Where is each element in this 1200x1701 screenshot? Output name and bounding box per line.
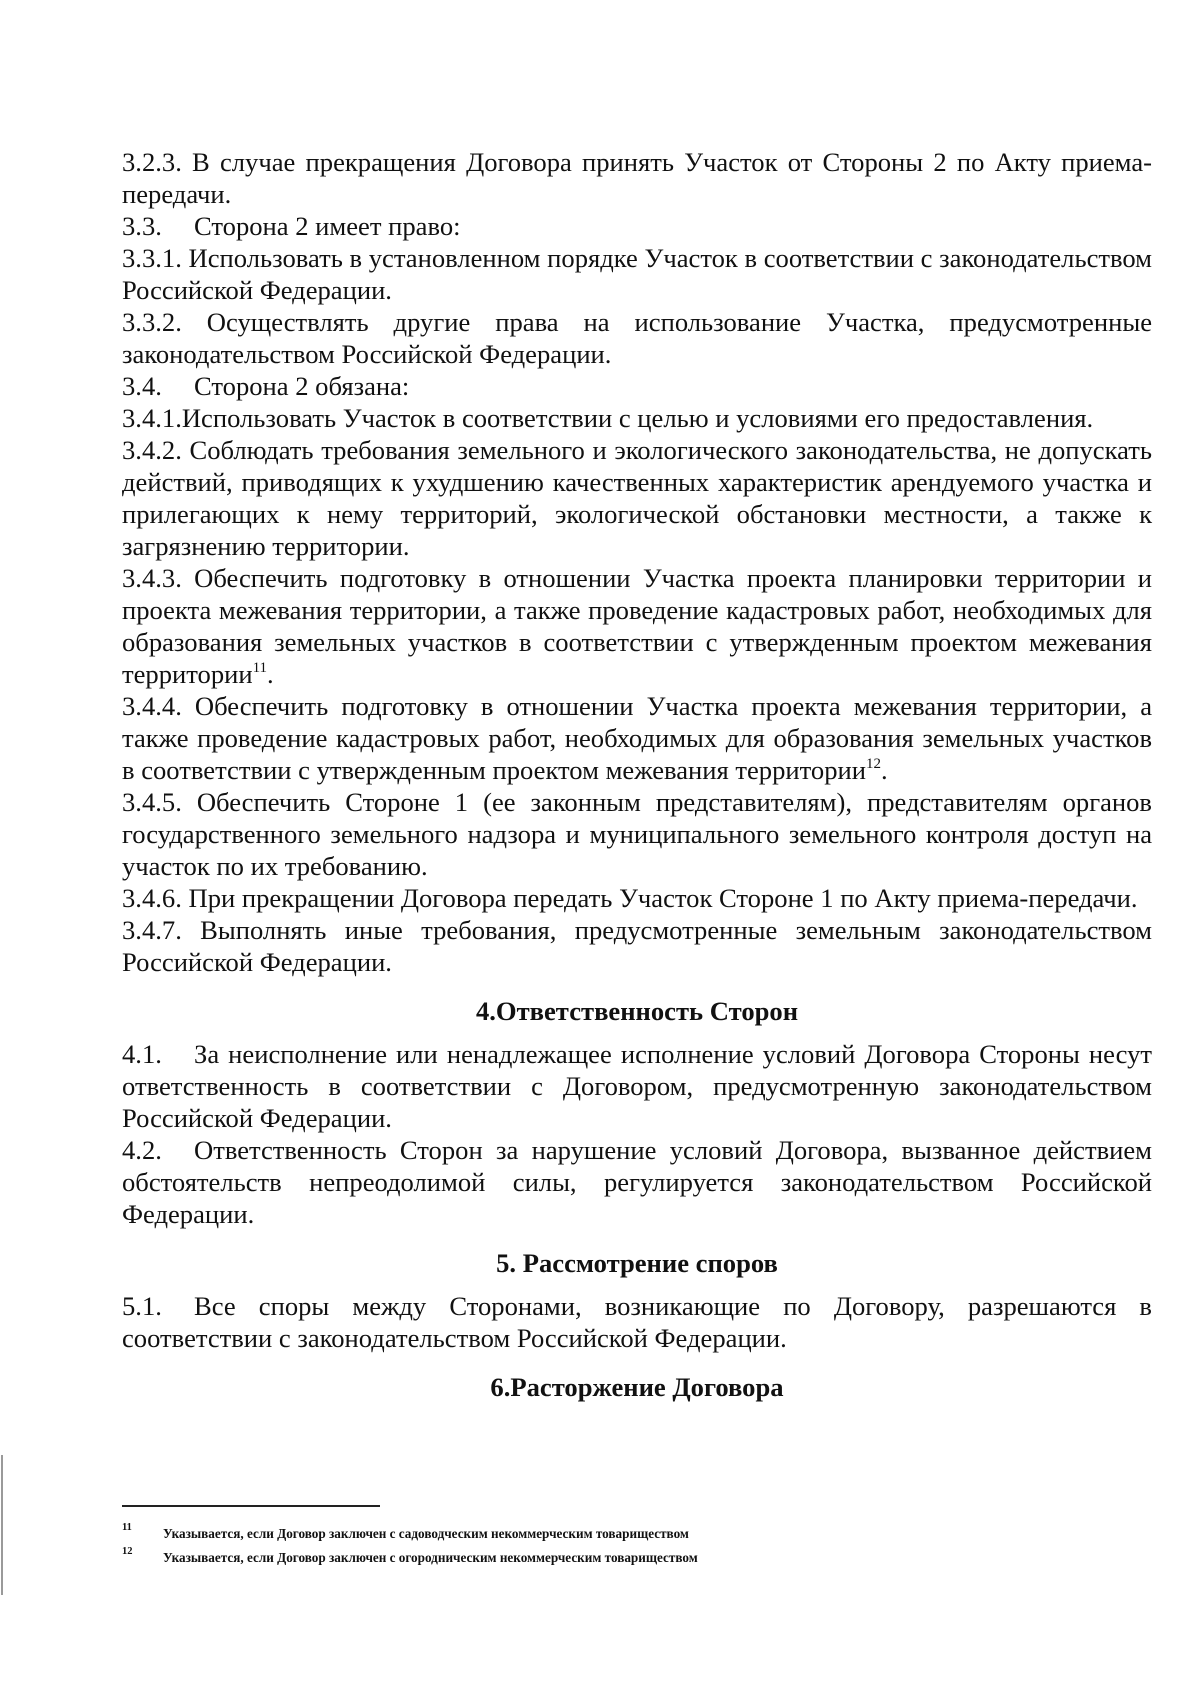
spacer — [122, 978, 1152, 995]
clause-3-3-1: 3.3.1. Использовать в установленном порядке Участок в соответствии с законодательством Российской Федерации. — [122, 243, 1152, 305]
footnote-12 — [122, 1546, 1022, 1570]
clause-text: Ответственность Сторон за нарушение условий Договора, вызванное действием обстоятельств непреодолимой силы, регулируется законодательством Российской Федерации. — [122, 1135, 1152, 1229]
clause-text: За неисполнение или ненадлежащее исполнение условий Договора Стороны несут ответственность в соответствии с Договором, предусмотренную законодательством Российской Федерации. — [122, 1039, 1152, 1133]
clause-3-2-3: 3.2.3. В случае прекращения Договора принять Участок от Стороны 2 по Акту приема-передачи. — [122, 147, 1152, 209]
section-heading-4: 4.Ответственность Сторон — [475, 996, 799, 1026]
clause-4-2 — [122, 1134, 1152, 1230]
footnote-text: Указывается, если Договор заключен с садоводческим некоммерческим товариществом — [163, 1526, 689, 1541]
footnote-ref-11[interactable]: 11 — [252, 660, 268, 676]
footnote-number: 12 — [122, 1546, 133, 1557]
clause-3-4-4 — [122, 690, 1152, 786]
scan-edge-line — [1, 1455, 3, 1595]
clause-text: Сторона 2 обязана: — [194, 371, 410, 401]
spacer — [122, 1027, 1152, 1038]
clause-3-4-7: 3.4.7. Выполнять иные требования, предусмотренные земельным законодательством Российской Федерации. — [122, 915, 1152, 977]
clause-3-4 — [122, 370, 1152, 402]
clause-text: Все споры между Сторонами, возникающие по Договору, разрешаются в соответствии с законодательством Российской Федерации. — [122, 1291, 1152, 1353]
clause-5-1 — [122, 1290, 1152, 1354]
clause-text: 3.4.3. Обеспечить подготовку в отношении Участка проекта планировки территории и проекта межевания территории, а также проведение кадастровых работ, необходимых для образования земельных участков в соответствии с утвержденным проектом межевания территории — [122, 563, 1152, 689]
clause-text: Сторона 2 имеет право: — [194, 211, 461, 241]
clause-number: 3.4. — [122, 371, 162, 401]
footnote-separator — [122, 1505, 380, 1507]
clause-number: 5.1. — [122, 1291, 162, 1321]
clause-end: . — [880, 755, 888, 785]
clause-3-3-2: 3.3.2. Осуществлять другие права на использование Участка, предусмотренные законодательством Российской Федерации. — [122, 307, 1152, 369]
clause-number: 3.3. — [122, 211, 162, 241]
document-body — [122, 146, 1152, 1403]
footnote-text: Указывается, если Договор заключен с огородническим некоммерческим товариществом — [163, 1550, 698, 1565]
spacer — [122, 1279, 1152, 1290]
clause-end: . — [267, 659, 274, 689]
spacer — [122, 1230, 1152, 1247]
clause-3-4-1: 3.4.1.Использовать Участок в соответствии с целью и условиями его предоставления. — [122, 403, 1094, 433]
clause-4-1 — [122, 1038, 1152, 1134]
clause-number: 4.1. — [122, 1039, 162, 1069]
clause-3-4-2: 3.4.2. Соблюдать требования земельного и экологического законодательства, не допускать действий, приводящих к ухудшению качественных характеристик арендуемого участка и прилегающих к нему территорий, экологической обстановки местности, а также к загрязнению территории. — [122, 435, 1152, 561]
clause-3-4-3 — [122, 562, 1152, 690]
footnote-11 — [122, 1522, 1022, 1546]
section-heading-6: 6.Расторжение Договора — [490, 1372, 784, 1402]
clause-3-4-5: 3.4.5. Обеспечить Стороне 1 (ее законным представителям), представителям органов государственного земельного надзора и муниципального земельного контроля доступ на участок по их требованию. — [122, 787, 1152, 881]
clause-text: 3.4.4. Обеспечить подготовку в отношении Участка проекта межевания территории, а также проведение кадастровых работ, необходимых для образования земельных участков в соответствии с утвержденным проектом межевания территории — [122, 691, 1152, 785]
spacer — [122, 1354, 1152, 1371]
section-heading-5: 5. Рассмотрение споров — [496, 1248, 778, 1278]
clause-number: 4.2. — [122, 1135, 162, 1165]
clause-3-3 — [122, 210, 1152, 242]
footnote-number: 11 — [122, 1522, 132, 1533]
footnotes — [122, 1522, 1022, 1570]
clause-3-4-6: 3.4.6. При прекращении Договора передать Участок Стороне 1 по Акту приема-передачи. — [122, 883, 1138, 913]
footnote-ref-12[interactable]: 12 — [865, 756, 881, 772]
